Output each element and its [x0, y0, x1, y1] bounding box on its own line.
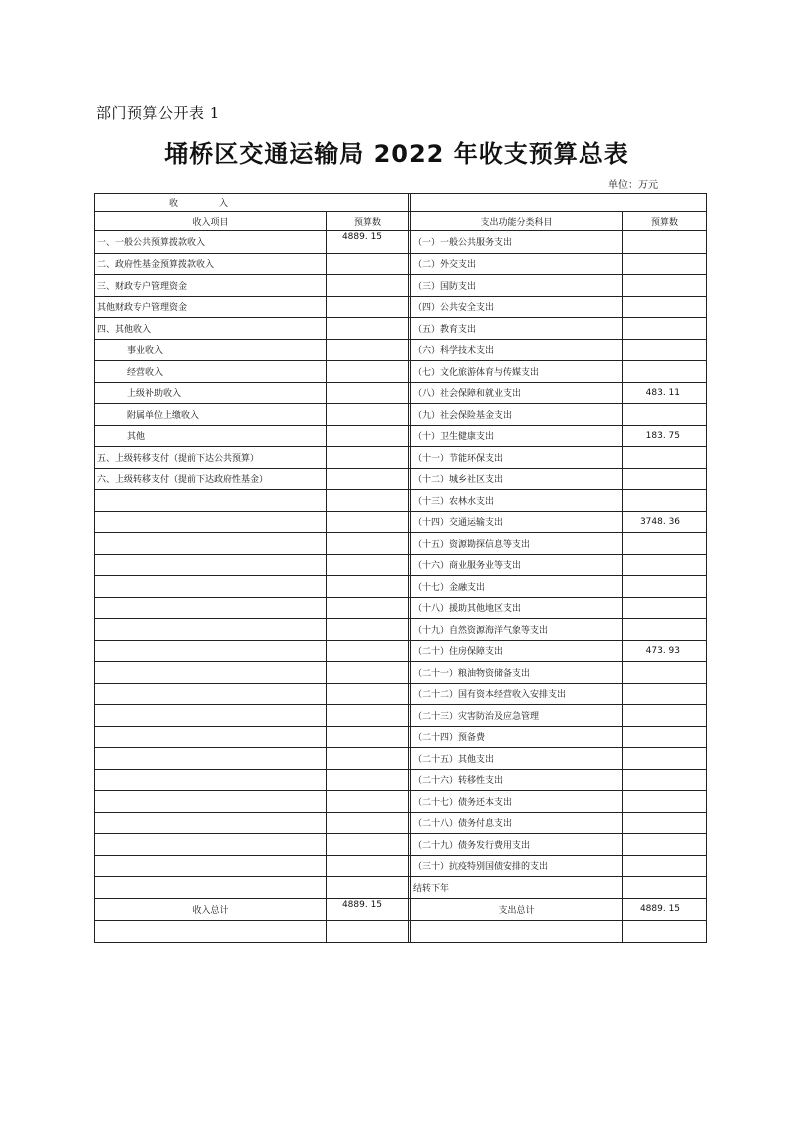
expense-item-cell: （二十三）灾害防治及应急管理 — [411, 705, 623, 727]
income-amount-cell — [327, 296, 409, 318]
table-row — [95, 834, 707, 856]
expense-amount-cell — [623, 253, 707, 275]
document-label: 部门预算公开表 1 — [96, 104, 220, 122]
income-item-cell: 一、一般公共预算拨款收入 — [95, 231, 327, 254]
expense-amount-cell — [623, 447, 707, 469]
expense-item-cell: （二十七）债务还本支出 — [411, 791, 623, 813]
empty-row — [95, 921, 707, 943]
expense-amount-cell — [623, 855, 707, 877]
income-item-cell: 其他 — [95, 425, 327, 447]
expense-amount-cell — [623, 404, 707, 426]
table-row — [95, 726, 707, 748]
income-item-cell — [95, 576, 327, 598]
expense-item-cell: （十二）城乡社区支出 — [411, 468, 623, 490]
expense-item-cell: （二十一）粮油物资储备支出 — [411, 662, 623, 684]
total-row — [95, 898, 707, 921]
expense-amount-cell — [623, 705, 707, 727]
expense-item-cell: （二十九）债务发行费用支出 — [411, 834, 623, 856]
expense-item-cell: （八）社会保障和就业支出 — [411, 382, 623, 404]
table-row — [95, 748, 707, 770]
expense-amount-cell — [623, 576, 707, 598]
income-item-cell — [95, 748, 327, 770]
income-item-cell: 六、上级转移支付（提前下达政府性基金） — [95, 468, 327, 490]
income-total-amount: 4889. 15 — [327, 898, 409, 921]
income-amount-cell — [327, 791, 409, 813]
expense-item-cell: （二十五）其他支出 — [411, 748, 623, 770]
expense-item-cell: （十五）资源勘探信息等支出 — [411, 533, 623, 555]
income-amount-cell — [327, 361, 409, 383]
income-item-cell — [95, 791, 327, 813]
income-item-cell — [95, 769, 327, 791]
empty-cell — [411, 921, 623, 943]
table-row — [95, 597, 707, 619]
table-row — [95, 683, 707, 705]
table-row — [95, 705, 707, 727]
column-header-row — [95, 212, 707, 231]
income-item-cell — [95, 640, 327, 662]
table-row — [95, 361, 707, 383]
table-row — [95, 791, 707, 813]
income-item-cell — [95, 705, 327, 727]
expense-amount-cell — [623, 318, 707, 340]
table-row — [95, 318, 707, 340]
expense-amount-cell — [623, 769, 707, 791]
income-item-cell — [95, 726, 327, 748]
expense-amount-column-header: 预算数 — [623, 212, 707, 231]
budget-summary-table — [94, 193, 707, 943]
income-amount-cell — [327, 855, 409, 877]
expense-amount-cell — [623, 231, 707, 254]
income-amount-cell — [327, 253, 409, 275]
income-amount-cell: 4889. 15 — [327, 231, 409, 254]
table-row — [95, 619, 707, 641]
table-row — [95, 275, 707, 297]
expense-item-cell: （二）外交支出 — [411, 253, 623, 275]
expense-amount-cell — [623, 533, 707, 555]
table-row — [95, 769, 707, 791]
income-item-cell — [95, 855, 327, 877]
expense-amount-cell — [623, 834, 707, 856]
income-amount-cell — [327, 748, 409, 770]
income-amount-column-header: 预算数 — [327, 212, 409, 231]
income-item-cell — [95, 533, 327, 555]
expense-item-cell: （十一）节能环保支出 — [411, 447, 623, 469]
unit-label: 单位：万元 — [608, 180, 658, 191]
expense-amount-cell — [623, 683, 707, 705]
expense-item-cell: （二十八）债务付息支出 — [411, 812, 623, 834]
expense-item-cell: （一）一般公共服务支出 — [411, 231, 623, 254]
expense-total-amount: 4889. 15 — [623, 898, 707, 921]
expense-item-cell: （二十六）转移性支出 — [411, 769, 623, 791]
section-header-row — [95, 194, 707, 212]
expense-section-header — [411, 194, 707, 212]
income-item-cell: 五、上级转移支付（提前下达公共预算） — [95, 447, 327, 469]
income-item-cell — [95, 812, 327, 834]
income-item-cell — [95, 877, 327, 899]
table-row — [95, 812, 707, 834]
income-amount-cell — [327, 640, 409, 662]
expense-amount-cell — [623, 662, 707, 684]
expense-item-cell: （十六）商业服务业等支出 — [411, 554, 623, 576]
income-amount-cell — [327, 339, 409, 361]
expense-amount-cell — [623, 791, 707, 813]
expense-amount-cell — [623, 361, 707, 383]
income-amount-cell — [327, 662, 409, 684]
expense-amount-cell — [623, 812, 707, 834]
expense-item-cell: （十）卫生健康支出 — [411, 425, 623, 447]
income-item-cell — [95, 597, 327, 619]
expense-item-cell: （十四）交通运输支出 — [411, 511, 623, 533]
income-item-column-header: 收入项目 — [95, 212, 327, 231]
empty-cell — [623, 921, 707, 943]
expense-item-cell: （二十）住房保障支出 — [411, 640, 623, 662]
income-amount-cell — [327, 877, 409, 899]
income-item-cell: 事业收入 — [95, 339, 327, 361]
income-item-cell — [95, 834, 327, 856]
income-amount-cell — [327, 769, 409, 791]
income-item-cell: 其他财政专户管理资金 — [95, 296, 327, 318]
expense-item-cell: 结转下年 — [411, 877, 623, 899]
expense-amount-cell: 3748. 36 — [623, 511, 707, 533]
table-row — [95, 468, 707, 490]
expense-amount-cell: 473. 93 — [623, 640, 707, 662]
expense-item-cell: （二十四）预备费 — [411, 726, 623, 748]
income-item-cell — [95, 662, 327, 684]
expense-amount-cell — [623, 275, 707, 297]
table-row — [95, 511, 707, 533]
expense-amount-cell — [623, 597, 707, 619]
table-row — [95, 855, 707, 877]
table-body — [95, 194, 707, 943]
expense-amount-cell — [623, 619, 707, 641]
income-amount-cell — [327, 447, 409, 469]
expense-item-cell: （五）教育支出 — [411, 318, 623, 340]
table-row — [95, 296, 707, 318]
income-amount-cell — [327, 834, 409, 856]
empty-cell — [95, 921, 327, 943]
table-row — [95, 253, 707, 275]
table-row — [95, 490, 707, 512]
expense-amount-cell — [623, 296, 707, 318]
income-amount-cell — [327, 425, 409, 447]
expense-amount-cell — [623, 726, 707, 748]
expense-item-cell: （十三）农林水支出 — [411, 490, 623, 512]
expense-item-cell: （十九）自然资源海洋气象等支出 — [411, 619, 623, 641]
expense-amount-cell — [623, 468, 707, 490]
table-row — [95, 662, 707, 684]
table-row — [95, 425, 707, 447]
income-amount-cell — [327, 683, 409, 705]
income-item-cell: 上级补助收入 — [95, 382, 327, 404]
page-title: 埇桥区交通运输局 2022 年收支预算总表 — [164, 140, 629, 168]
income-item-cell: 二、政府性基金预算拨款收入 — [95, 253, 327, 275]
income-item-cell: 四、其他收入 — [95, 318, 327, 340]
income-amount-cell — [327, 382, 409, 404]
income-item-cell: 附属单位上缴收入 — [95, 404, 327, 426]
expense-item-cell: （七）文化旅游体育与传媒支出 — [411, 361, 623, 383]
expense-item-cell: （十七）金融支出 — [411, 576, 623, 598]
expense-amount-cell: 483. 11 — [623, 382, 707, 404]
income-item-cell — [95, 511, 327, 533]
income-section-header: 收 入 — [95, 194, 409, 212]
expense-amount-cell — [623, 554, 707, 576]
expense-amount-cell: 183. 75 — [623, 425, 707, 447]
income-amount-cell — [327, 812, 409, 834]
table-row — [95, 640, 707, 662]
income-total-label: 收入总计 — [95, 898, 327, 921]
table-row — [95, 576, 707, 598]
income-amount-cell — [327, 619, 409, 641]
expense-item-cell: （九）社会保险基金支出 — [411, 404, 623, 426]
income-item-cell — [95, 619, 327, 641]
expense-total-label: 支出总计 — [411, 898, 623, 921]
income-amount-cell — [327, 468, 409, 490]
income-amount-cell — [327, 726, 409, 748]
income-item-cell: 经营收入 — [95, 361, 327, 383]
expense-amount-cell — [623, 877, 707, 899]
income-amount-cell — [327, 490, 409, 512]
income-amount-cell — [327, 705, 409, 727]
expense-item-column-header: 支出功能分类科目 — [411, 212, 623, 231]
expense-item-cell: （四）公共安全支出 — [411, 296, 623, 318]
income-amount-cell — [327, 404, 409, 426]
income-item-cell — [95, 490, 327, 512]
table-row — [95, 231, 707, 254]
expense-amount-cell — [623, 490, 707, 512]
empty-cell — [327, 921, 409, 943]
income-amount-cell — [327, 511, 409, 533]
income-amount-cell — [327, 275, 409, 297]
table-row — [95, 339, 707, 361]
table-row — [95, 554, 707, 576]
expense-amount-cell — [623, 339, 707, 361]
income-item-cell — [95, 554, 327, 576]
expense-item-cell: （三十）抗疫特别国债安排的支出 — [411, 855, 623, 877]
expense-item-cell: （十八）援助其他地区支出 — [411, 597, 623, 619]
income-amount-cell — [327, 576, 409, 598]
table-row — [95, 533, 707, 555]
table-row — [95, 404, 707, 426]
income-amount-cell — [327, 554, 409, 576]
table-row — [95, 382, 707, 404]
income-amount-cell — [327, 533, 409, 555]
expense-amount-cell — [623, 748, 707, 770]
expense-item-cell: （六）科学技术支出 — [411, 339, 623, 361]
expense-item-cell: （三）国防支出 — [411, 275, 623, 297]
income-amount-cell — [327, 597, 409, 619]
table-row — [95, 877, 707, 899]
table-row — [95, 447, 707, 469]
expense-item-cell: （二十二）国有资本经营收入安排支出 — [411, 683, 623, 705]
income-item-cell — [95, 683, 327, 705]
income-item-cell: 三、财政专户管理资金 — [95, 275, 327, 297]
income-amount-cell — [327, 318, 409, 340]
